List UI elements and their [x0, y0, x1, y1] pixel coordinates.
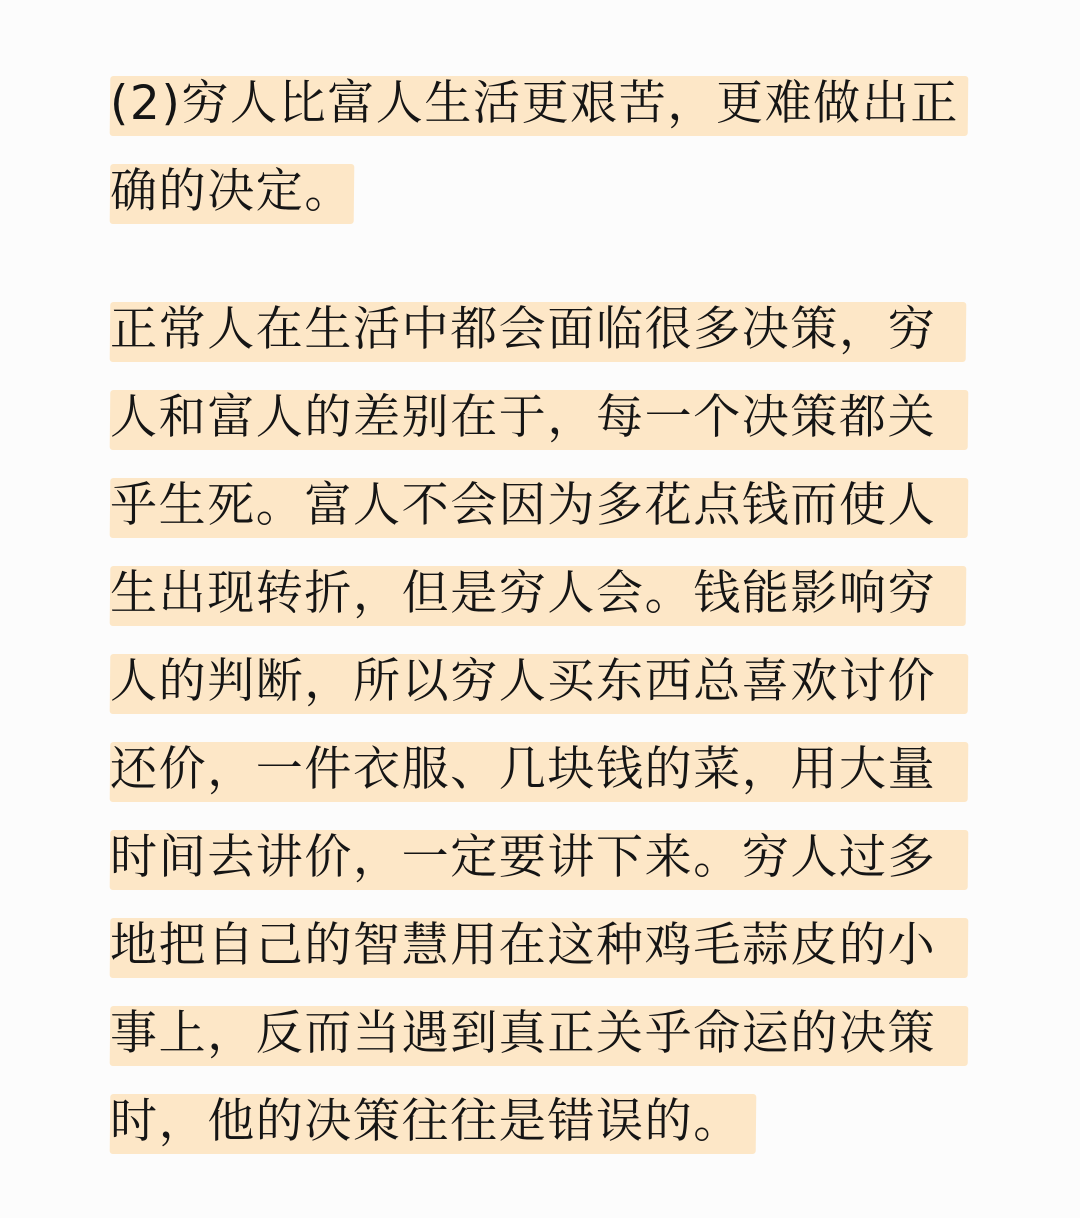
body-line-text: 时，他的决策往往是错误的。 — [110, 1094, 742, 1149]
body-line-text: 正常人在生活中都会面临很多决策，穷 — [110, 302, 937, 357]
body-line-text: 还价，一件衣服、几块钱的菜，用大量 — [110, 742, 937, 797]
body-line-text: 生出现转折，但是穷人会。钱能影响穷 — [110, 566, 937, 621]
body-line-text: 事上，反而当遇到真正关乎命运的决策 — [110, 1006, 937, 1061]
heading-line-text: 确的决定。 — [110, 164, 353, 219]
body-line-text: 人的判断，所以穷人买东西总喜欢讨价 — [110, 654, 937, 709]
body-line-text: 时间去讲价，一定要讲下来。穷人过多 — [110, 830, 937, 885]
body-line-text: 人和富人的差别在于，每一个决策都关 — [110, 390, 937, 445]
body-line-text: 地把自己的智慧用在这种鸡毛蒜皮的小 — [110, 918, 937, 973]
heading-line-text: (2)穷人比富人生活更艰苦，更难做出正 — [110, 76, 959, 131]
body-line-text: 乎生死。富人不会因为多花点钱而使人 — [110, 478, 937, 533]
